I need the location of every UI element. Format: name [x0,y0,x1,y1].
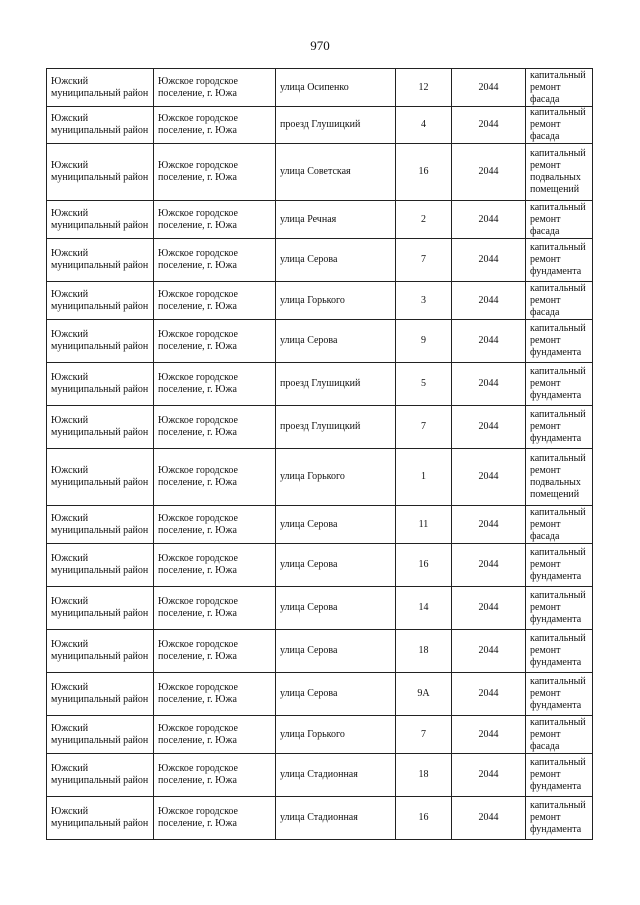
table-row [47,69,593,107]
street-cell: улица Стадионная [276,754,396,797]
year-cell: 2044 [452,320,526,363]
table-row [47,797,593,840]
work-type-cell: капитальный ремонт фундамента [526,363,593,406]
year-cell: 2044 [452,754,526,797]
work-type-cell: капитальный ремонт фундамента [526,587,593,630]
year-cell: 2044 [452,406,526,449]
district-cell: Южский муниципальный район [47,69,154,107]
settlement-cell: Южское городское поселение, г. Южа [154,754,276,797]
house-number-cell: 14 [396,587,452,630]
page-number: 970 [310,38,330,53]
house-number-cell: 1 [396,449,452,506]
street-cell: улица Стадионная [276,797,396,840]
district-cell: Южский муниципальный район [47,107,154,144]
district-cell: Южский муниципальный район [47,449,154,506]
district-cell: Южский муниципальный район [47,363,154,406]
settlement-cell: Южское городское поселение, г. Южа [154,239,276,282]
year-cell: 2044 [452,144,526,201]
year-cell: 2044 [452,239,526,282]
year-cell: 2044 [452,69,526,107]
settlement-cell: Южское городское поселение, г. Южа [154,673,276,716]
district-cell: Южский муниципальный район [47,282,154,320]
table-row [47,506,593,544]
work-type-cell: капитальный ремонт фундамента [526,239,593,282]
street-cell: улица Осипенко [276,69,396,107]
district-cell: Южский муниципальный район [47,673,154,716]
work-type-cell: капитальный ремонт фасада [526,107,593,144]
house-number-cell: 18 [396,754,452,797]
district-cell: Южский муниципальный район [47,544,154,587]
work-type-cell: капитальный ремонт фасада [526,282,593,320]
table-row [47,754,593,797]
settlement-cell: Южское городское поселение, г. Южа [154,716,276,754]
year-cell: 2044 [452,797,526,840]
street-cell: улица Серова [276,544,396,587]
year-cell: 2044 [452,544,526,587]
settlement-cell: Южское городское поселение, г. Южа [154,506,276,544]
house-number-cell: 4 [396,107,452,144]
settlement-cell: Южское городское поселение, г. Южа [154,587,276,630]
settlement-cell: Южское городское поселение, г. Южа [154,630,276,673]
table-row [47,630,593,673]
work-type-cell: капитальный ремонт фундамента [526,754,593,797]
district-cell: Южский муниципальный район [47,144,154,201]
district-cell: Южский муниципальный район [47,797,154,840]
street-cell: проезд Глушицкий [276,363,396,406]
district-cell: Южский муниципальный район [47,320,154,363]
settlement-cell: Южское городское поселение, г. Южа [154,320,276,363]
street-cell: улица Серова [276,630,396,673]
work-type-cell: капитальный ремонт фасада [526,201,593,239]
district-cell: Южский муниципальный район [47,201,154,239]
street-cell: улица Серова [276,587,396,630]
house-number-cell: 3 [396,282,452,320]
district-cell: Южский муниципальный район [47,630,154,673]
table-row [47,144,593,201]
settlement-cell: Южское городское поселение, г. Южа [154,797,276,840]
table-row [47,282,593,320]
street-cell: проезд Глушицкий [276,406,396,449]
house-number-cell: 7 [396,716,452,754]
year-cell: 2044 [452,449,526,506]
settlement-cell: Южское городское поселение, г. Южа [154,282,276,320]
table-row [47,239,593,282]
year-cell: 2044 [452,282,526,320]
work-type-cell: капитальный ремонт подвальных помещений [526,144,593,201]
street-cell: проезд Глушицкий [276,107,396,144]
year-cell: 2044 [452,716,526,754]
work-type-cell: капитальный ремонт фундамента [526,544,593,587]
settlement-cell: Южское городское поселение, г. Южа [154,201,276,239]
year-cell: 2044 [452,673,526,716]
table-row [47,406,593,449]
year-cell: 2044 [452,107,526,144]
street-cell: улица Серова [276,320,396,363]
settlement-cell: Южское городское поселение, г. Южа [154,144,276,201]
street-cell: улица Серова [276,673,396,716]
year-cell: 2044 [452,363,526,406]
street-cell: улица Советская [276,144,396,201]
district-cell: Южский муниципальный район [47,506,154,544]
house-number-cell: 16 [396,797,452,840]
district-cell: Южский муниципальный район [47,716,154,754]
house-number-cell: 5 [396,363,452,406]
table-row [47,201,593,239]
table-row [47,107,593,144]
work-type-cell: капитальный ремонт подвальных помещений [526,449,593,506]
work-type-cell: капитальный ремонт фундамента [526,320,593,363]
street-cell: улица Серова [276,239,396,282]
table-row [47,544,593,587]
table-row [47,587,593,630]
house-number-cell: 18 [396,630,452,673]
work-type-cell: капитальный ремонт фундамента [526,630,593,673]
district-cell: Южский муниципальный район [47,587,154,630]
street-cell: улица Горького [276,449,396,506]
street-cell: улица Горького [276,716,396,754]
street-cell: улица Речная [276,201,396,239]
work-type-cell: капитальный ремонт фасада [526,69,593,107]
settlement-cell: Южское городское поселение, г. Южа [154,544,276,587]
house-number-cell: 9 [396,320,452,363]
settlement-cell: Южское городское поселение, г. Южа [154,406,276,449]
settlement-cell: Южское городское поселение, г. Южа [154,363,276,406]
street-cell: улица Серова [276,506,396,544]
table-row [47,320,593,363]
house-number-cell: 16 [396,144,452,201]
house-number-cell: 2 [396,201,452,239]
district-cell: Южский муниципальный район [47,754,154,797]
street-cell: улица Горького [276,282,396,320]
district-cell: Южский муниципальный район [47,239,154,282]
house-number-cell: 11 [396,506,452,544]
work-type-cell: капитальный ремонт фасада [526,716,593,754]
table-row [47,449,593,506]
house-number-cell: 9А [396,673,452,716]
house-number-cell: 16 [396,544,452,587]
house-number-cell: 7 [396,239,452,282]
year-cell: 2044 [452,630,526,673]
work-type-cell: капитальный ремонт фундамента [526,797,593,840]
table-row [47,673,593,716]
settlement-cell: Южское городское поселение, г. Южа [154,69,276,107]
house-number-cell: 7 [396,406,452,449]
work-type-cell: капитальный ремонт фасада [526,506,593,544]
year-cell: 2044 [452,587,526,630]
year-cell: 2044 [452,506,526,544]
table-row [47,363,593,406]
work-type-cell: капитальный ремонт фундамента [526,673,593,716]
district-cell: Южский муниципальный район [47,406,154,449]
year-cell: 2044 [452,201,526,239]
table-row [47,716,593,754]
settlement-cell: Южское городское поселение, г. Южа [154,107,276,144]
repair-schedule-table [46,68,593,840]
settlement-cell: Южское городское поселение, г. Южа [154,449,276,506]
house-number-cell: 12 [396,69,452,107]
work-type-cell: капитальный ремонт фундамента [526,406,593,449]
